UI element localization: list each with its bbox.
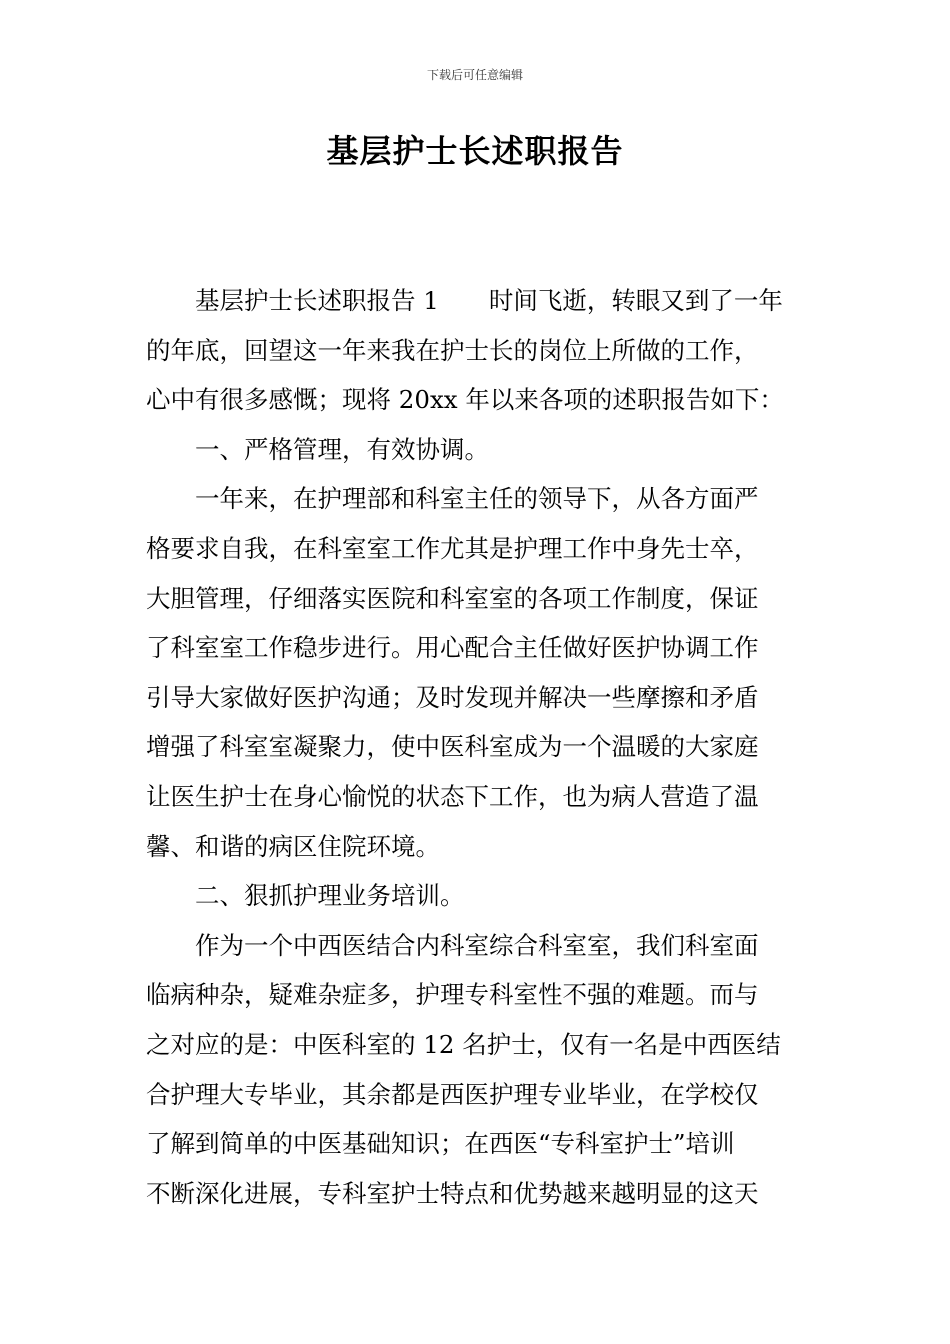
document-body [146,276,808,1218]
body-line: 合护理大专毕业，其余都是西医护理专业毕业，在学校仅 [146,1079,759,1109]
body-line: 作为一个中西医结合内科室综合科室室，我们科室面 [195,930,759,960]
body-line: 心中有很多感慨；现将 20xx 年以来各项的述职报告如下： [146,385,784,415]
body-line: 不断深化进展，专科室护士特点和优势越来越明显的这天 [146,1178,759,1208]
paragraph-text: 时间飞逝，转眼又到了一年 [488,286,783,315]
body-line: 一年来，在护理部和科室主任的领导下，从各方面严 [195,484,759,514]
body-line: 临病种杂，疑难杂症多，护理专科室性不强的难题。而与 [146,980,759,1010]
body-line: 了科室室工作稳步进行。用心配合主任做好医护协调工作 [146,633,759,663]
body-line: 让医生护士在身心愉悦的状态下工作，也为病人营造了温 [146,781,759,811]
body-line: 增强了科室室凝聚力，使中医科室成为一个温暖的大家庭 [146,732,759,762]
body-line: 了解到简单的中医基础知识；在西医“专科室护士”培训 [146,1129,735,1159]
body-line: 之对应的是：中医科室的 12 名护士，仅有一名是中西医结 [146,1029,781,1059]
body-line: 引导大家做好医护沟通；及时发现并解决一些摩擦和矛盾 [146,682,759,712]
document-title: 基层护士长述职报告 [326,132,624,170]
body-line: 大胆管理，仔细落实医院和科室室的各项工作制度，保证 [146,583,759,613]
body-line: 格要求自我，在科室室工作尤其是护理工作中身先士卒， [146,533,759,563]
body-line: 馨、和谐的病区住院环境。 [146,831,440,861]
section-heading: 一、严格管理，有效协调。 [195,434,489,464]
body-line: 的年底，回望这一年来我在护士长的岗位上所做的工作， [146,335,759,365]
report-subtitle: 基层护士长述职报告 1 [195,286,439,315]
section-heading: 二、狠抓护理业务培训。 [195,881,465,911]
body-line [146,276,808,326]
page-header-note: 下载后可任意编辑 [426,68,523,82]
